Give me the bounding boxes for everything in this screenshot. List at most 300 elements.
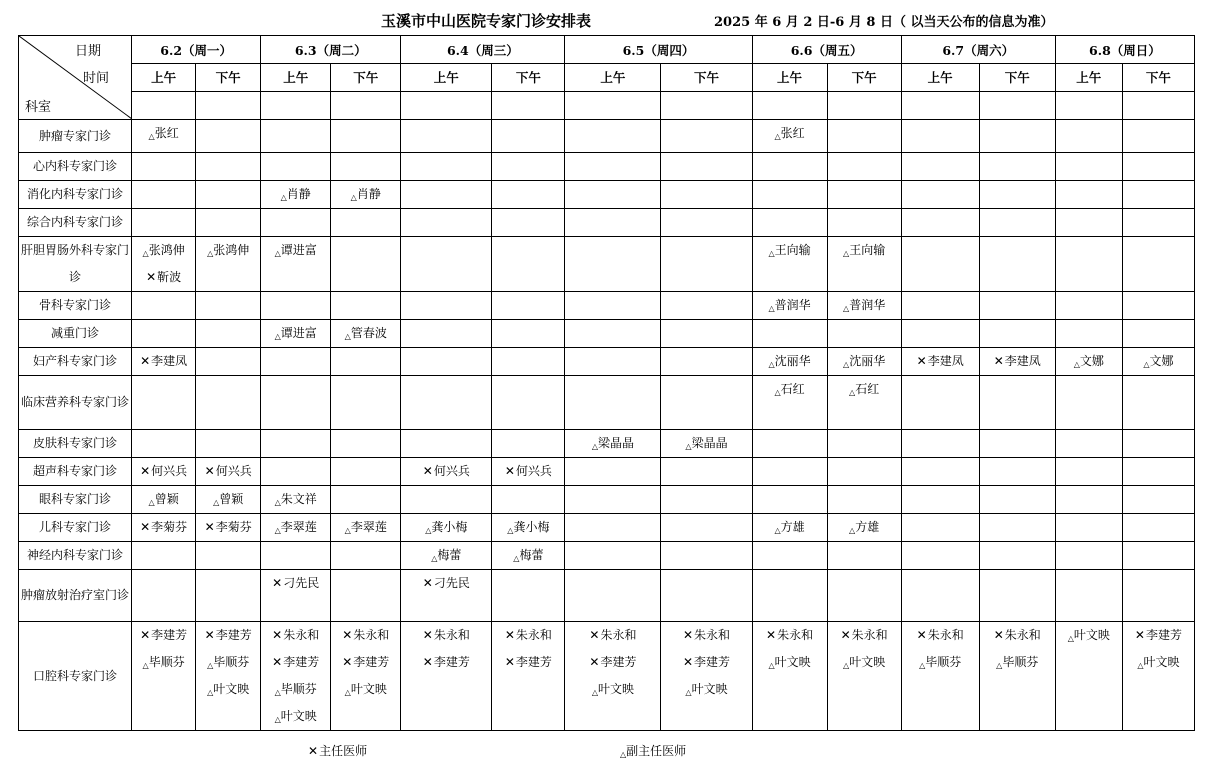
schedule-cell bbox=[752, 181, 827, 209]
doctor-entry bbox=[261, 570, 330, 597]
doctor-name: 叶文映 bbox=[774, 655, 811, 669]
deputy-mark-icon: △ bbox=[768, 360, 775, 369]
doctor-name: 朱永和 bbox=[283, 628, 320, 642]
table-row bbox=[19, 292, 1195, 320]
doctor-entry bbox=[661, 622, 751, 649]
doctor-name: 叶文映 bbox=[849, 655, 886, 669]
schedule-cell bbox=[901, 430, 979, 458]
doctor-name: 李建芳 bbox=[215, 628, 252, 642]
chief-mark-icon: ✕ bbox=[589, 628, 600, 642]
schedule-cell bbox=[1055, 486, 1122, 514]
doctor-entry bbox=[132, 264, 195, 291]
doctor-entry bbox=[132, 458, 195, 485]
schedule-cell bbox=[752, 570, 827, 622]
doctor-name: 龚小梅 bbox=[431, 520, 468, 534]
deputy-mark-icon: △ bbox=[996, 661, 1003, 670]
doctor-entry bbox=[401, 458, 491, 485]
schedule-cell bbox=[1122, 120, 1194, 153]
table-row bbox=[19, 542, 1195, 570]
doctor-name: 李翠莲 bbox=[350, 520, 387, 534]
deputy-mark-icon: △ bbox=[513, 554, 520, 563]
department-name: 皮肤科专家门诊 bbox=[19, 430, 132, 458]
schedule-cell bbox=[261, 542, 331, 570]
schedule-cell bbox=[401, 514, 492, 542]
doctor-name: 张鸿伸 bbox=[148, 243, 185, 257]
deputy-mark-icon: △ bbox=[768, 249, 775, 258]
schedule-cell bbox=[661, 376, 752, 430]
schedule-cell bbox=[1122, 320, 1194, 348]
schedule-cell bbox=[1055, 153, 1122, 181]
session-header-pm: 下午 bbox=[492, 64, 565, 91]
schedule-cell bbox=[901, 237, 979, 292]
deputy-mark-icon: △ bbox=[768, 661, 775, 670]
schedule-cell bbox=[979, 348, 1055, 376]
schedule-cell bbox=[1122, 153, 1194, 181]
table-row bbox=[19, 514, 1195, 542]
chief-mark-icon: ✕ bbox=[308, 744, 319, 758]
doctor-entry bbox=[331, 514, 400, 541]
doctor-entry bbox=[492, 542, 564, 569]
session-header-am: 上午 bbox=[261, 64, 331, 91]
doctor-name: 何兴兵 bbox=[151, 464, 188, 478]
schedule-cell bbox=[901, 292, 979, 320]
table-row bbox=[19, 237, 1195, 292]
doctor-entry bbox=[753, 348, 827, 375]
schedule-cell bbox=[979, 292, 1055, 320]
doctor-entry bbox=[261, 649, 330, 676]
schedule-cell bbox=[979, 458, 1055, 486]
doctor-name: 叶文映 bbox=[598, 682, 635, 696]
page-title: 玉溪市中山医院专家门诊安排表 bbox=[381, 12, 592, 30]
schedule-cell bbox=[196, 458, 261, 486]
doctor-name: 朱永和 bbox=[1004, 628, 1041, 642]
doctor-name: 张红 bbox=[780, 126, 805, 140]
doctor-entry bbox=[828, 514, 901, 541]
blank-cell bbox=[1122, 91, 1194, 119]
schedule-cell bbox=[565, 542, 661, 570]
schedule-cell bbox=[1122, 209, 1194, 237]
schedule-cell bbox=[1055, 181, 1122, 209]
title-row bbox=[0, 10, 1209, 34]
corner-cell bbox=[19, 36, 132, 120]
schedule-cell bbox=[901, 320, 979, 348]
session-header-pm: 下午 bbox=[331, 64, 401, 91]
chief-mark-icon: ✕ bbox=[146, 270, 157, 284]
schedule-cell bbox=[901, 120, 979, 153]
department-name: 消化内科专家门诊 bbox=[19, 181, 132, 209]
schedule-cell bbox=[979, 237, 1055, 292]
schedule-cell bbox=[492, 458, 565, 486]
deputy-mark-icon: △ bbox=[274, 715, 281, 724]
doctor-entry bbox=[196, 622, 260, 649]
doctor-entry bbox=[661, 676, 751, 703]
doctor-entry bbox=[331, 181, 400, 208]
schedule-cell bbox=[1055, 292, 1122, 320]
chief-mark-icon: ✕ bbox=[140, 354, 151, 368]
doctor-name: 毕顺芬 bbox=[148, 655, 185, 669]
schedule-cell bbox=[261, 209, 331, 237]
chief-mark-icon: ✕ bbox=[422, 628, 433, 642]
chief-mark-icon: ✕ bbox=[272, 576, 283, 590]
legend bbox=[0, 742, 1209, 764]
doctor-entry bbox=[753, 292, 827, 319]
doctor-name: 文娜 bbox=[1149, 354, 1174, 368]
schedule-cell bbox=[661, 458, 752, 486]
schedule-cell bbox=[492, 486, 565, 514]
doctor-entry bbox=[753, 120, 827, 147]
doctor-name: 何兴兵 bbox=[515, 464, 552, 478]
schedule-cell bbox=[331, 320, 401, 348]
chief-mark-icon: ✕ bbox=[422, 576, 433, 590]
schedule-cell bbox=[1122, 348, 1194, 376]
session-header-am: 上午 bbox=[565, 64, 661, 91]
doctor-name: 李建芳 bbox=[353, 655, 390, 669]
table-row bbox=[19, 486, 1195, 514]
legend-chief-label: 主任医师 bbox=[319, 744, 368, 758]
schedule-cell bbox=[132, 237, 196, 292]
schedule-cell bbox=[1122, 458, 1194, 486]
schedule-cell bbox=[401, 292, 492, 320]
deputy-mark-icon: △ bbox=[148, 132, 155, 141]
schedule-cell bbox=[901, 348, 979, 376]
deputy-mark-icon: △ bbox=[685, 688, 692, 697]
doctor-entry bbox=[1123, 348, 1194, 375]
chief-mark-icon: ✕ bbox=[993, 628, 1004, 642]
doctor-name: 叶文映 bbox=[350, 682, 387, 696]
session-header-pm: 下午 bbox=[1122, 64, 1194, 91]
chief-mark-icon: ✕ bbox=[916, 354, 927, 368]
doctor-entry bbox=[753, 622, 827, 649]
schedule-cell bbox=[565, 320, 661, 348]
blank-cell bbox=[331, 91, 401, 119]
department-name: 心内科专家门诊 bbox=[19, 153, 132, 181]
schedule-cell bbox=[401, 237, 492, 292]
doctor-entry bbox=[492, 622, 564, 649]
doctor-name: 叶文映 bbox=[1073, 628, 1110, 642]
doctor-entry bbox=[492, 514, 564, 541]
deputy-mark-icon: △ bbox=[425, 526, 432, 535]
schedule-cell bbox=[132, 430, 196, 458]
doctor-name: 张红 bbox=[154, 126, 179, 140]
schedule-cell bbox=[492, 153, 565, 181]
deputy-mark-icon: △ bbox=[344, 688, 351, 697]
deputy-mark-icon: △ bbox=[142, 661, 149, 670]
doctor-name: 毕顺芬 bbox=[213, 655, 250, 669]
schedule-cell bbox=[492, 348, 565, 376]
schedule-cell bbox=[752, 486, 827, 514]
blank-cell bbox=[565, 91, 661, 119]
schedule-cell bbox=[901, 622, 979, 731]
schedule-cell bbox=[1055, 320, 1122, 348]
doctor-name: 沈丽华 bbox=[774, 354, 811, 368]
schedule-cell bbox=[827, 486, 901, 514]
doctor-name: 朱永和 bbox=[851, 628, 888, 642]
schedule-cell bbox=[401, 320, 492, 348]
doctor-entry bbox=[331, 622, 400, 649]
doctor-name: 靳波 bbox=[157, 270, 182, 284]
doctor-entry bbox=[661, 430, 751, 457]
schedule-cell bbox=[979, 320, 1055, 348]
schedule-cell bbox=[565, 348, 661, 376]
blank-cell bbox=[827, 91, 901, 119]
doctor-entry bbox=[980, 649, 1055, 676]
chief-mark-icon: ✕ bbox=[422, 655, 433, 669]
department-name: 口腔科专家门诊 bbox=[19, 622, 132, 731]
schedule-cell bbox=[261, 514, 331, 542]
chief-mark-icon: ✕ bbox=[766, 628, 777, 642]
doctor-entry bbox=[261, 676, 330, 703]
schedule-cell bbox=[401, 120, 492, 153]
chief-mark-icon: ✕ bbox=[272, 628, 283, 642]
deputy-mark-icon: △ bbox=[843, 661, 850, 670]
schedule-cell bbox=[1055, 209, 1122, 237]
schedule-cell bbox=[661, 320, 752, 348]
deputy-mark-icon: △ bbox=[591, 688, 598, 697]
schedule-cell bbox=[661, 153, 752, 181]
table-row bbox=[19, 622, 1195, 731]
schedule-cell bbox=[261, 430, 331, 458]
doctor-entry bbox=[261, 181, 330, 208]
doctor-entry bbox=[261, 237, 330, 264]
schedule-cell bbox=[1122, 542, 1194, 570]
schedule-cell bbox=[196, 237, 261, 292]
doctor-name: 朱永和 bbox=[600, 628, 637, 642]
chief-mark-icon: ✕ bbox=[504, 655, 515, 669]
schedule-cell bbox=[492, 542, 565, 570]
date-range: 2025 年 6 月 2 日-6 月 8 日（ 以当天公布的信息为准） bbox=[714, 15, 1054, 30]
schedule-cell bbox=[752, 458, 827, 486]
doctor-name: 朱永和 bbox=[927, 628, 964, 642]
doctor-name: 石红 bbox=[780, 382, 805, 396]
deputy-mark-icon: △ bbox=[768, 304, 775, 313]
schedule-cell bbox=[331, 209, 401, 237]
chief-mark-icon: ✕ bbox=[504, 628, 515, 642]
session-header-am: 上午 bbox=[752, 64, 827, 91]
blank-cell bbox=[401, 91, 492, 119]
schedule-cell bbox=[979, 542, 1055, 570]
doctor-entry bbox=[331, 649, 400, 676]
schedule-cell bbox=[261, 570, 331, 622]
deputy-mark-icon: △ bbox=[274, 332, 281, 341]
doctor-name: 梁晶晶 bbox=[691, 436, 728, 450]
deputy-mark-icon: △ bbox=[1073, 360, 1080, 369]
doctor-entry bbox=[828, 649, 901, 676]
schedule-cell bbox=[752, 430, 827, 458]
doctor-entry bbox=[828, 622, 901, 649]
doctor-entry bbox=[565, 676, 660, 703]
schedule-cell bbox=[1122, 237, 1194, 292]
deputy-mark-icon: △ bbox=[774, 388, 781, 397]
schedule-cell bbox=[901, 181, 979, 209]
doctor-entry bbox=[1123, 649, 1194, 676]
schedule-cell bbox=[331, 376, 401, 430]
schedule-cell bbox=[132, 376, 196, 430]
schedule-cell bbox=[827, 514, 901, 542]
schedule-cell bbox=[492, 376, 565, 430]
schedule-cell bbox=[132, 181, 196, 209]
blank-cell bbox=[196, 91, 261, 119]
doctor-name: 李建芳 bbox=[600, 655, 637, 669]
schedule-cell bbox=[261, 376, 331, 430]
deputy-mark-icon: △ bbox=[274, 249, 281, 258]
deputy-mark-icon: △ bbox=[843, 249, 850, 258]
chief-mark-icon: ✕ bbox=[916, 628, 927, 642]
schedule-cell bbox=[196, 320, 261, 348]
schedule-cell bbox=[261, 320, 331, 348]
schedule-cell bbox=[1055, 430, 1122, 458]
schedule-cell bbox=[827, 320, 901, 348]
doctor-entry bbox=[828, 237, 901, 264]
deputy-mark-icon: △ bbox=[142, 249, 149, 258]
schedule-cell bbox=[492, 292, 565, 320]
schedule-cell bbox=[492, 430, 565, 458]
schedule-cell bbox=[401, 209, 492, 237]
doctor-name: 曾颖 bbox=[219, 492, 244, 506]
doctor-entry bbox=[261, 514, 330, 541]
doctor-entry bbox=[401, 570, 491, 597]
session-header-pm: 下午 bbox=[661, 64, 752, 91]
doctor-entry bbox=[196, 486, 260, 513]
deputy-mark-icon: △ bbox=[843, 304, 850, 313]
schedule-cell bbox=[401, 570, 492, 622]
doctor-entry bbox=[401, 514, 491, 541]
doctor-entry bbox=[565, 649, 660, 676]
deputy-mark-icon: △ bbox=[207, 688, 214, 697]
doctor-name: 方雄 bbox=[780, 520, 805, 534]
schedule-cell bbox=[979, 486, 1055, 514]
deputy-mark-icon: △ bbox=[274, 498, 281, 507]
schedule-cell bbox=[261, 120, 331, 153]
schedule-cell bbox=[492, 120, 565, 153]
deputy-mark-icon: △ bbox=[1137, 661, 1144, 670]
schedule-cell bbox=[261, 237, 331, 292]
doctor-entry bbox=[401, 622, 491, 649]
schedule-cell bbox=[196, 542, 261, 570]
doctor-entry bbox=[132, 237, 195, 264]
session-header-am: 上午 bbox=[901, 64, 979, 91]
schedule-cell bbox=[331, 348, 401, 376]
blank-cell bbox=[752, 91, 827, 119]
day-header: 6.2（周一） bbox=[132, 36, 261, 64]
session-header-am: 上午 bbox=[132, 64, 196, 91]
schedule-cell bbox=[132, 458, 196, 486]
schedule-cell bbox=[132, 570, 196, 622]
doctor-entry bbox=[828, 292, 901, 319]
doctor-name: 李建凤 bbox=[927, 354, 964, 368]
doctor-entry bbox=[980, 622, 1055, 649]
deputy-mark-icon: △ bbox=[344, 526, 351, 535]
chief-mark-icon: ✕ bbox=[204, 628, 215, 642]
doctor-entry bbox=[753, 237, 827, 264]
schedule-cell bbox=[132, 320, 196, 348]
chief-mark-icon: ✕ bbox=[342, 628, 353, 642]
schedule-cell bbox=[565, 181, 661, 209]
schedule-cell bbox=[331, 570, 401, 622]
schedule-cell bbox=[1122, 181, 1194, 209]
doctor-name: 谭进富 bbox=[280, 243, 317, 257]
doctor-entry bbox=[753, 376, 827, 403]
schedule-cell bbox=[196, 209, 261, 237]
schedule-cell bbox=[132, 542, 196, 570]
legend-deputy-label: 副主任医师 bbox=[626, 744, 687, 758]
schedule-cell bbox=[1122, 486, 1194, 514]
schedule-cell bbox=[752, 542, 827, 570]
doctor-entry bbox=[401, 542, 491, 569]
schedule-cell bbox=[331, 514, 401, 542]
schedule-cell bbox=[752, 209, 827, 237]
doctor-name: 沈丽华 bbox=[849, 354, 886, 368]
doctor-entry bbox=[261, 320, 330, 347]
schedule-cell bbox=[401, 458, 492, 486]
doctor-name: 王向输 bbox=[774, 243, 811, 257]
deputy-mark-icon: △ bbox=[274, 688, 281, 697]
schedule-cell bbox=[901, 486, 979, 514]
deputy-mark-icon: △ bbox=[620, 750, 627, 759]
doctor-name: 方雄 bbox=[855, 520, 880, 534]
corner-date-label: 日期 bbox=[75, 44, 102, 59]
chief-mark-icon: ✕ bbox=[840, 628, 851, 642]
blank-cell bbox=[1055, 91, 1122, 119]
schedule-cell bbox=[132, 348, 196, 376]
doctor-entry bbox=[261, 486, 330, 513]
doctor-name: 肖静 bbox=[356, 187, 381, 201]
schedule-cell bbox=[261, 181, 331, 209]
schedule-cell bbox=[827, 348, 901, 376]
schedule-cell bbox=[565, 292, 661, 320]
doctor-entry bbox=[196, 514, 260, 541]
schedule-cell bbox=[827, 237, 901, 292]
schedule-cell bbox=[492, 237, 565, 292]
schedule-cell bbox=[196, 376, 261, 430]
table-row bbox=[19, 570, 1195, 622]
schedule-cell bbox=[661, 430, 752, 458]
schedule-cell bbox=[1122, 514, 1194, 542]
table-row bbox=[19, 458, 1195, 486]
schedule-cell bbox=[1055, 514, 1122, 542]
doctor-name: 叶文映 bbox=[1143, 655, 1180, 669]
corner-time-label: 时间 bbox=[83, 71, 110, 86]
schedule-cell bbox=[565, 237, 661, 292]
doctor-name: 李菊芬 bbox=[215, 520, 252, 534]
chief-mark-icon: ✕ bbox=[993, 354, 1004, 368]
schedule-cell bbox=[827, 153, 901, 181]
doctor-entry bbox=[828, 348, 901, 375]
schedule-cell bbox=[979, 430, 1055, 458]
doctor-entry bbox=[902, 348, 979, 375]
schedule-cell bbox=[661, 237, 752, 292]
deputy-mark-icon: △ bbox=[507, 526, 514, 535]
day-header: 6.6（周五） bbox=[752, 36, 901, 64]
schedule-cell bbox=[1055, 348, 1122, 376]
schedule-cell bbox=[492, 209, 565, 237]
schedule-cell bbox=[261, 292, 331, 320]
schedule-cell bbox=[661, 292, 752, 320]
schedule-cell bbox=[331, 120, 401, 153]
department-name: 综合内科专家门诊 bbox=[19, 209, 132, 237]
schedule-cell bbox=[979, 622, 1055, 731]
chief-mark-icon: ✕ bbox=[140, 520, 151, 534]
chief-mark-icon: ✕ bbox=[272, 655, 283, 669]
chief-mark-icon: ✕ bbox=[204, 464, 215, 478]
schedule-cell bbox=[261, 622, 331, 731]
doctor-name: 梅蕾 bbox=[519, 548, 544, 562]
schedule-cell bbox=[132, 153, 196, 181]
schedule-cell bbox=[261, 348, 331, 376]
schedule-cell bbox=[565, 209, 661, 237]
day-header-row bbox=[19, 36, 1195, 64]
session-header-row bbox=[19, 64, 1195, 91]
doctor-name: 管春波 bbox=[350, 326, 387, 340]
